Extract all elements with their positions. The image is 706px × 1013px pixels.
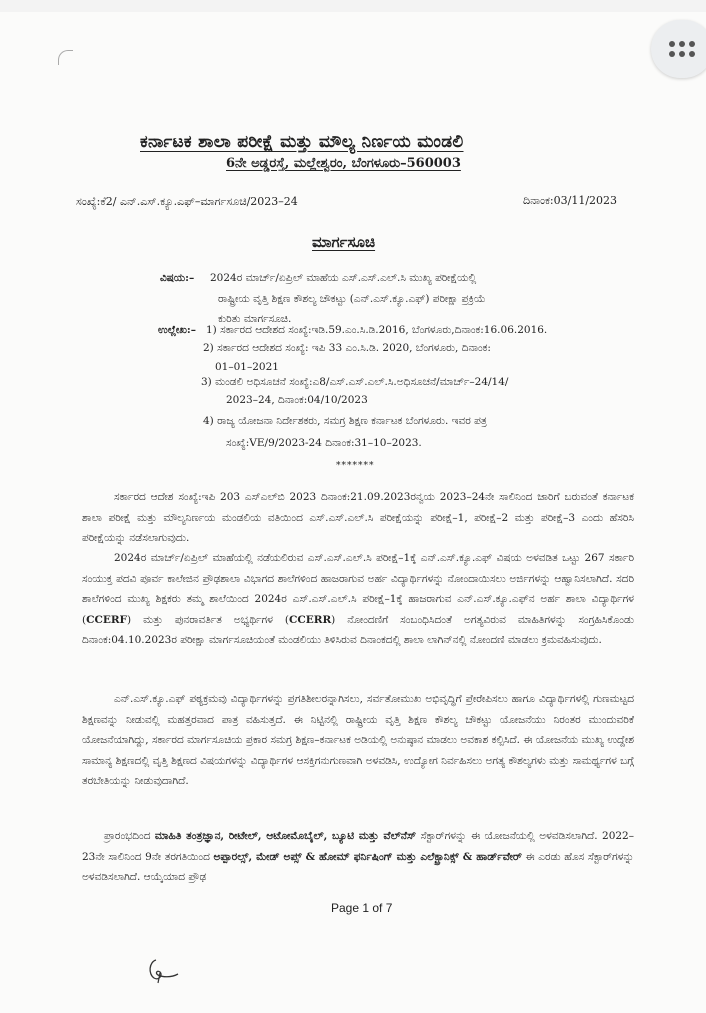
paragraph-1: ಸರ್ಕಾರದ ಆದೇಶ ಸಂಖ್ಯೆ:ಇಪಿ 203 ಎಸ್‌ಎಲ್‌ಬಿ 2023 ದಿನಾಂಕ:21.09.2023ರನ್ವಯ 2023–24ನೇ ಸಾಲಿನಿಂದ ಜಾರಿಗೆ ಬರುವಂತೆ ಕರ್ನಾಟಕ ಶಾಲಾ ಪರೀಕ್ಷೆ ಮತ್ತು ಮೌಲ್ಯನಿರ್ಣಯ ಮಂಡಲಿಯ ವತಿಯಿಂದ ಎಸ್.ಎಸ್.ಎಲ್.ಸಿ ಪರೀಕ್ಷೆಯನ್ನು ಪರೀಕ್ಷೆ–1, ಪರೀಕ್ಷೆ–2 ಮತ್ತು ಪರೀಕ್ಷೆ–3 ಎಂದು ಹೆಸರಿಸಿ ಪರೀಕ್ಷೆಯನ್ನು ನಡೆಸಲಾಗುವುದು. bbox=[82, 491, 634, 545]
document-heading: ಮಾರ್ಗಸೂಚಿ bbox=[312, 233, 376, 251]
document-date: ದಿನಾಂಕ:03/11/2023 bbox=[523, 194, 618, 207]
subject-label: ವಿಷಯ:– bbox=[160, 272, 195, 284]
reference-number: ಸಂಖ್ಯೆ:ಕೆ2/ ಎನ್.ಎಸ್.ಕ್ಯೂ.ಎಫ್–ಮಾರ್ಗಸೂಚಿ/2023–24 bbox=[76, 195, 298, 208]
paragraph-2-part-2: ) ಮತ್ತು ಪುನರಾವರ್ತಿತ ಅಭ್ಯರ್ಥಿಗಳ ( bbox=[127, 613, 289, 626]
subject-line-3: ಕುರಿತು ಮಾರ್ಗಸೂಚಿ. bbox=[218, 313, 292, 325]
paragraph-4-part-3: ಈ ಎರಡು ಹೊಸ ಸೆಕ್ಟಾರ್‌ಗಳನ್ನು ಅಳವಡಿಸಲಾಗಿದೆ. ಆಯ್ಕೆಯಾದ ಪ್ರೌಢ bbox=[82, 850, 635, 884]
page-number: Page 1 of 7 bbox=[331, 901, 393, 915]
reference-2-line-1: 2) ಸರ್ಕಾರದ ಆದೇಶದ ಸಂಖ್ಯೆ: ಇಪಿ 33 ಎಂ.ಸಿ.ಡಿ. 2020, ಬೆಂಗಳೂರು, ದಿನಾಂಕ: bbox=[203, 342, 491, 354]
sectors-list-2: ಅಪ್ಪಾರಲ್ಸ್, ಮೇಡ್ ಅಪ್ಸ್ & ಹೋಮ್ ಫರ್ನಿಷಿಂಗ್ ಮತ್ತು ಎಲೆಕ್ಟ್ರಾನಿಕ್ಸ್ & ಹಾರ್ಡ್‌ವೇರ್ bbox=[213, 850, 522, 863]
subject-line-2: ರಾಷ್ಟ್ರೀಯ ವೃತ್ತಿ ಶಿಕ್ಷಣ ಕೌಶಲ್ಯ ಚೌಕಟ್ಟು (ಎನ್.ಎಸ್.ಕ್ಯೂ.ಎಫ್) ಪರೀಕ್ಷಾ ಪ್ರಕ್ರಿಯೆ bbox=[218, 293, 486, 305]
ccerf-code: CCERF bbox=[86, 613, 128, 626]
sectors-list-1: ಮಾಹಿತಿ ತಂತ್ರಜ್ಞಾನ, ರೀಟೇಲ್, ಆಟೋಮೊಬೈಲ್, ಬ್ಯೂಟಿ ಮತ್ತು ವೆಲ್‌ನೆಸ್ bbox=[154, 830, 417, 842]
references-label: ಉಲ್ಲೇಖ:– bbox=[158, 324, 196, 336]
ccerr-code: CCERR bbox=[289, 613, 332, 626]
board-address: 6ನೇ ಅಡ್ಡರಸ್ತೆ, ಮಲ್ಲೇಶ್ವರಂ, ಬೆಂಗಳೂರು–560003 bbox=[226, 156, 461, 171]
page-corner-mark bbox=[58, 50, 73, 65]
paragraph-2-part-3: ) ನೋಂದಣಿಗೆ ಸಂಬಂಧಿಸಿದಂತೆ ಅಗತ್ಯವಿರುವ ಮಾಹಿತಿಗಳನ್ನು ಸಂಗ್ರಹಿಸಿಕೊಂಡು ದಿನಾಂಕ:04.10.2023ರ ಪರೀಕ್ಷಾ ಮಾರ್ಗಸೂಚಿಯಂತೆ ಮಂಡಲಿಯು ತಿಳಿಸಿರುವ ದಿನಾಂಕದಲ್ಲಿ ಶಾಲಾ ಲಾಗಿನ್‌ನಲ್ಲಿ ನೋಂದಣಿ ಮಾಡಲು ಕ್ರಮವಹಿಸುವುದು. bbox=[82, 613, 634, 647]
paragraph-3: ಎನ್.ಎಸ್.ಕ್ಯೂ.ಎಫ್ ಪಠ್ಯಕ್ರಮವು ವಿದ್ಯಾರ್ಥಿಗಳನ್ನು ಪ್ರಗತಿಶೀಲರನ್ನಾಗಿಸಲು, ಸರ್ವತೋಮುಖ ಅಭಿವೃದ್ಧಿಗೆ ಪ್ರೇರೇಪಿಸಲು ಹಾಗೂ ವಿದ್ಯಾರ್ಥಿಗಳಲ್ಲಿ ಗುಣಮಟ್ಟದ ಶಿಕ್ಷಣವನ್ನು ನೀಡುವಲ್ಲಿ ಮಹತ್ತರವಾದ ಪಾತ್ರ ವಹಿಸುತ್ತದೆ. ಈ ನಿಟ್ಟಿನಲ್ಲಿ ರಾಷ್ಟ್ರೀಯ ವೃತ್ತಿ ಶಿಕ್ಷಣ ಕೌಶಲ್ಯ ಚೌಕಟ್ಟು ಯೋಜನೆಯು ನಿರಂತರ ಮುಂದುವರಿಕೆ ಯೋಜನೆಯಾಗಿದ್ದು, ಸರ್ಕಾರದ ಮಾರ್ಗಸೂಚಿಯ ಪ್ರಕಾರ ಸಮಗ್ರ ಶಿಕ್ಷಣ–ಕರ್ನಾಟಕ ಅಡಿಯಲ್ಲಿ ಅನುಷ್ಠಾನ ಮಾಡಲು ಅವಕಾಶ ಕಲ್ಪಿಸಿದೆ. ಈ ಯೋಜನೆಯ ಮುಖ್ಯ ಉದ್ದೇಶ ಸಾಮಾನ್ಯ ಶಿಕ್ಷಣದಲ್ಲಿ ವೃತ್ತಿ ಶಿಕ್ಷಣದ ವಿಷಯಗಳನ್ನು ವಿದ್ಯಾರ್ಥಿಗಳ ಆಸಕ್ತಿಗನುಗುಣವಾಗಿ ಅಳವಡಿಸಿ, ಉದ್ಯೋಗ ನಿರ್ವಹಿಸಲು ಅಗತ್ಯ ಕೌಶಲ್ಯಗಳು ಮತ್ತು ಸಾಮರ್ಥ್ಯಗಳ ಬಗ್ಗೆ ತರಬೇತಿಯನ್ನು ನೀಡುವುದಾಗಿದೆ. bbox=[82, 693, 634, 788]
reference-4-line-2: ಸಂಖ್ಯೆ:VE/9/2023-24 ದಿನಾಂಕ:31–10–2023. bbox=[226, 437, 422, 449]
more-options-icon bbox=[669, 41, 697, 57]
section-separator: ******* bbox=[336, 461, 375, 471]
reference-1: 1) ಸರ್ಕಾರದ ಆದೇಶದ ಸಂಖ್ಯೆ:ಇಡಿ.59.ಎಂ.ಸಿ.ಡಿ.2016, ಬೆಂಗಳೂರು,ದಿನಾಂಕ:16.06.2016. bbox=[206, 324, 548, 336]
paragraph-4-part-1: ಪ್ರಾರಂಭದಿಂದ bbox=[104, 830, 155, 842]
subject-line-1: 2024ರ ಮಾರ್ಚ್/ಏಪ್ರಿಲ್ ಮಾಹೆಯ ಎಸ್.ಎಸ್.ಎಲ್.ಸಿ ಮುಖ್ಯ ಪರೀಕ್ಷೆಯಲ್ಲಿ bbox=[210, 272, 477, 284]
reference-3-line-2: 2023–24, ದಿನಾಂಕ:04/10/2023 bbox=[226, 394, 368, 406]
paragraph-4 bbox=[82, 826, 634, 888]
board-title: ಕರ್ನಾಟಕ ಶಾಲಾ ಪರೀಕ್ಷೆ ಮತ್ತು ಮೌಲ್ಯ ನಿರ್ಣಯ ಮಂಡಲಿ bbox=[140, 132, 464, 152]
paragraph-4-part-2: ಸೆಕ್ಟಾರ್‌ಗಳನ್ನು ಈ ಯೋಜನೆಯಲ್ಲಿ ಅಳವಡಿಸಲಾಗಿದೆ. 2022–23ನೇ ಸಾಲಿನಿಂದ 9ನೇ ತರಗತಿಯಿಂದ bbox=[82, 830, 634, 863]
initials-signature bbox=[146, 956, 180, 984]
reference-3-line-1: 3) ಮಂಡಲಿ ಅಧಿಸೂಚನೆ ಸಂಖ್ಯೆ:ಎ8/ಎಸ್.ಎಸ್.ಎಲ್.ಸಿ.ಅಧಿಸೂಚನೆ/ಮಾರ್ಚ್–24/14/ bbox=[201, 376, 509, 388]
reference-2-line-2: 01–01–2021 bbox=[215, 361, 279, 373]
more-options-button[interactable] bbox=[651, 20, 706, 78]
viewer-top-bar bbox=[0, 0, 706, 12]
paragraph-2-part-1: 2024ರ ಮಾರ್ಚ್/ಏಪ್ರಿಲ್ ಮಾಹೆಯಲ್ಲಿ ನಡೆಯಲಿರುವ ಎಸ್.ಎಸ್.ಎಲ್.ಸಿ ಪರೀಕ್ಷೆ–1ಕ್ಕೆ ಎನ್.ಎಸ್.ಕ್ಯೂ.ಎಫ್ ವಿಷಯ ಅಳವಡಿತ ಒಟ್ಟು 267 ಸರ್ಕಾರಿ ಸಂಯುಕ್ತ ಪದವಿ ಪೂರ್ವ ಕಾಲೇಜಿನ ಪ್ರೌಢಶಾಲಾ ವಿಭಾಗದ ಶಾಲೆಗಳಿಂದ ಹಾಜರಾಗುವ ಅರ್ಹ ವಿದ್ಯಾರ್ಥಿಗಳನ್ನು ನೋಂದಾಯಿಸಲು ಅರ್ಜಿಗಳನ್ನು ಆಹ್ವಾನಿಸಲಾಗಿದೆ. ಸದರಿ ಶಾಲೆಗಳಿಂದ ಮುಖ್ಯ ಶಿಕ್ಷಕರು ತಮ್ಮ ಶಾಲೆಯಿಂದ 2024ರ ಎಸ್.ಎಸ್.ಎಲ್.ಸಿ ಪರೀಕ್ಷೆ–1ಕ್ಕೆ ಹಾಜರಾಗುವ ಎನ್.ಎಸ್.ಕ್ಯೂ.ಎಫ್‌ನ ಅರ್ಹ ಶಾಲಾ ವಿದ್ಯಾರ್ಥಿಗಳ ( bbox=[82, 552, 634, 626]
reference-4-line-1: 4) ರಾಜ್ಯ ಯೋಜನಾ ನಿರ್ದೇಶಕರು, ಸಮಗ್ರ ಶಿಕ್ಷಣ ಕರ್ನಾಟಕ ಬೆಂಗಳೂರು. ಇವರ ಪತ್ರ bbox=[203, 415, 487, 427]
paragraph-2 bbox=[82, 548, 634, 651]
